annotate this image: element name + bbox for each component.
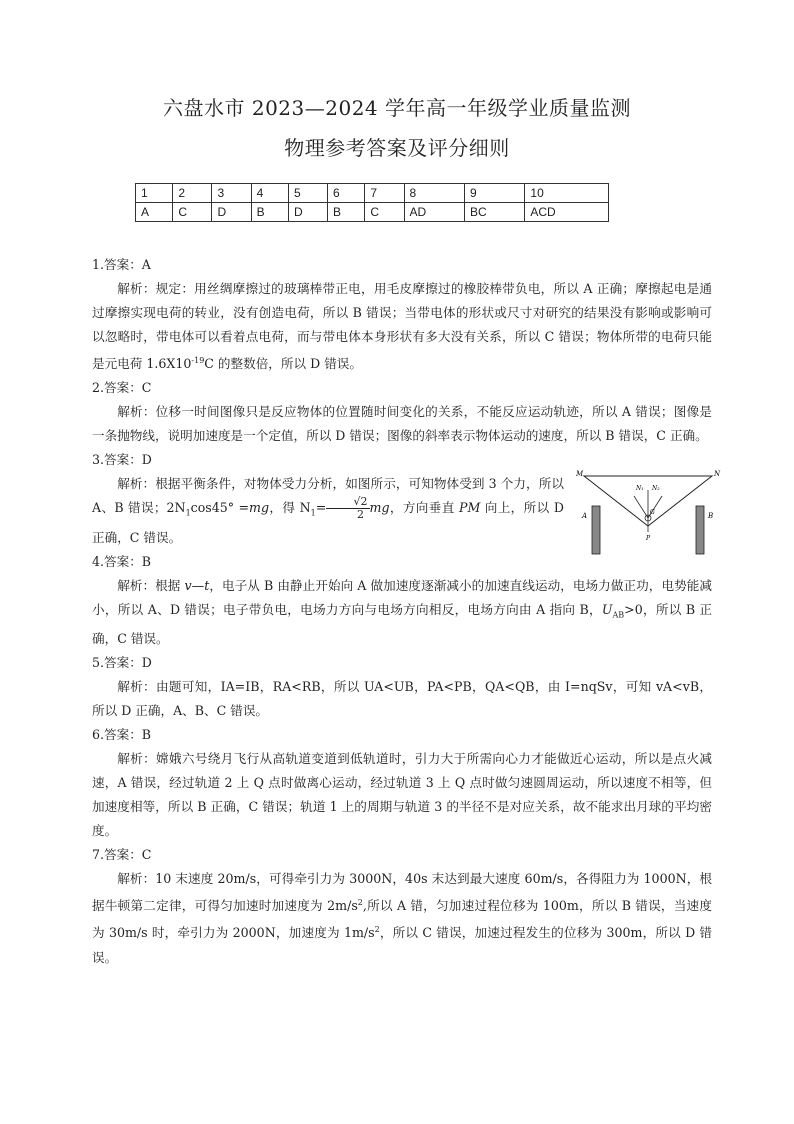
table-cell: C	[365, 203, 404, 222]
label-n1: N₁	[636, 485, 644, 493]
table-cell: 3	[212, 184, 251, 203]
label-m: M	[576, 470, 584, 479]
answer-table-number-row	[136, 184, 609, 203]
page-title: 六盘水市 2023—2024 学年高一年级学业质量监测	[162, 96, 631, 120]
table-cell: ACD	[525, 203, 609, 222]
table-cell: B	[328, 203, 365, 222]
fraction: $\frac{√2}{2}$	[326, 496, 369, 521]
table-cell: 5	[288, 184, 327, 203]
q2-analysis: 解析：位移一时间图像只是反应物体的位置随时间变化的关系，不能反应运动轨迹，所以 A 错误；图像是一条抛物线，说明加速度是一个定值，所以 D 错误；图像的斜率表示物体运动的速度，所以 B 错误，C 正确。	[92, 404, 712, 444]
q7-analysis: 解析：10 末速度 20m/s，可得牵引力为 3000N，40s 末达到最大速度 60m/s，各得阻力为 1000N，根据牛顿第二定律，可得匀加速时加速度为 $2m/s^2$,所以 A 错，匀加速过程位移为 100m，所以 B 错误，当速度为 30m/s 时，牵引力为 2000N，加速度为 $1m/s^2$，所以 C 错误，加速过程发生的位移为 300m，所以 D 错误。	[92, 871, 712, 965]
label-n2: N₂	[652, 485, 660, 493]
table-cell: 2	[173, 184, 212, 203]
q5-answer: 5.答案：D	[92, 655, 152, 671]
label-n: N	[714, 470, 721, 479]
q4-analysis: 解析：根据 v—t，电子从 B 由静止开始向 A 做加速度逐渐减小的加速直线运动，电场力做正功，电势能减小，所以 A、D 错误；电子带负电，电场力方向与电场方向相反，电场方向由 A 指向 B，$U_{AB}>0$，所以 B 正确，C 错误。	[92, 577, 713, 647]
q6-analysis: 解析：嫦娥六号绕月飞行从高轨道变道到低轨道时，引力大于所需向心力才能做近心运动，所以是点火减速，A 错误，经过轨道 2 上 Q 点时做离心运动，经过轨道 3 上 Q 点时做匀速圆周运动，所以速度不相等，但加速度相等，所以 B 正确，C 错误；轨道 1 上的周期与轨道 3 的半径不是对应关系，故不能求出月球的平均密度。	[92, 751, 712, 839]
table-cell: 1	[136, 184, 173, 203]
label-p: P	[646, 535, 651, 543]
force-diagram	[574, 470, 722, 556]
table-cell: 7	[365, 184, 404, 203]
table-cell: 8	[404, 184, 464, 203]
q6-answer: 6.答案：B	[92, 727, 152, 743]
answer-table	[135, 183, 609, 222]
table-cell: D	[212, 203, 251, 222]
table-cell: B	[251, 203, 288, 222]
table-cell: C	[173, 203, 212, 222]
answer-table-answer-row	[136, 203, 609, 222]
page-subtitle: 物理参考答案及评分细则	[284, 136, 510, 160]
q3-answer: 3.答案：D	[92, 452, 152, 468]
q1-analysis: 解析：规定：用丝绸摩擦过的玻璃棒带正电，用毛皮摩擦过的橡胶棒带负电，所以 A 正确；摩擦起电是通过摩擦实现电荷的转业，没有创造电荷，所以 B 错误；当带电体的形状或尺寸对研究的结果没有影响或影响可以忽略时，带电体可以看着点电荷，而与带电体本身形状有多大没有关系，所以 C 错误；物体所带的电荷只能是元电荷 $1.6X10^{-19}C$ 的整数倍，所以 D 错误。	[92, 281, 712, 372]
table-cell: 10	[525, 184, 609, 203]
table-cell: 9	[464, 184, 524, 203]
q7-answer: 7.答案：C	[92, 847, 152, 863]
label-a: A	[582, 512, 588, 521]
table-cell: D	[288, 203, 327, 222]
label-g: G	[650, 509, 655, 517]
label-b: B	[708, 512, 714, 521]
q2-answer: 2.答案：C	[92, 380, 152, 396]
table-cell: AD	[404, 203, 464, 222]
table-cell: A	[136, 203, 173, 222]
q1-answer: 1.答案：A	[92, 257, 151, 272]
table-cell: 6	[328, 184, 365, 203]
q4-answer: 4.答案：B	[92, 553, 152, 569]
solutions	[92, 253, 721, 970]
table-cell: BC	[464, 203, 524, 222]
q5-analysis: 解析：由题可知，IA=IB，RA<RB，所以 UA<UB，PA<PB，QA<QB，由 I=nqSv，可知 vA<vB，所以 D 正确，A、B、C 错误。	[92, 679, 713, 719]
q3-analysis: M N N₁ N₂ G A B P 解析：根据平衡条件，对物体受力分析，如图所示，可知物体受到 3 个力，所以 A、B 错误；$2N_1\cos 45^\circ =mg$，得 $N_1=$ $\frac{√2}{2}$ mg，方向垂直 PM 向上，所以 D 正确，C 错误。	[92, 472, 712, 550]
table-cell: 4	[251, 184, 288, 203]
